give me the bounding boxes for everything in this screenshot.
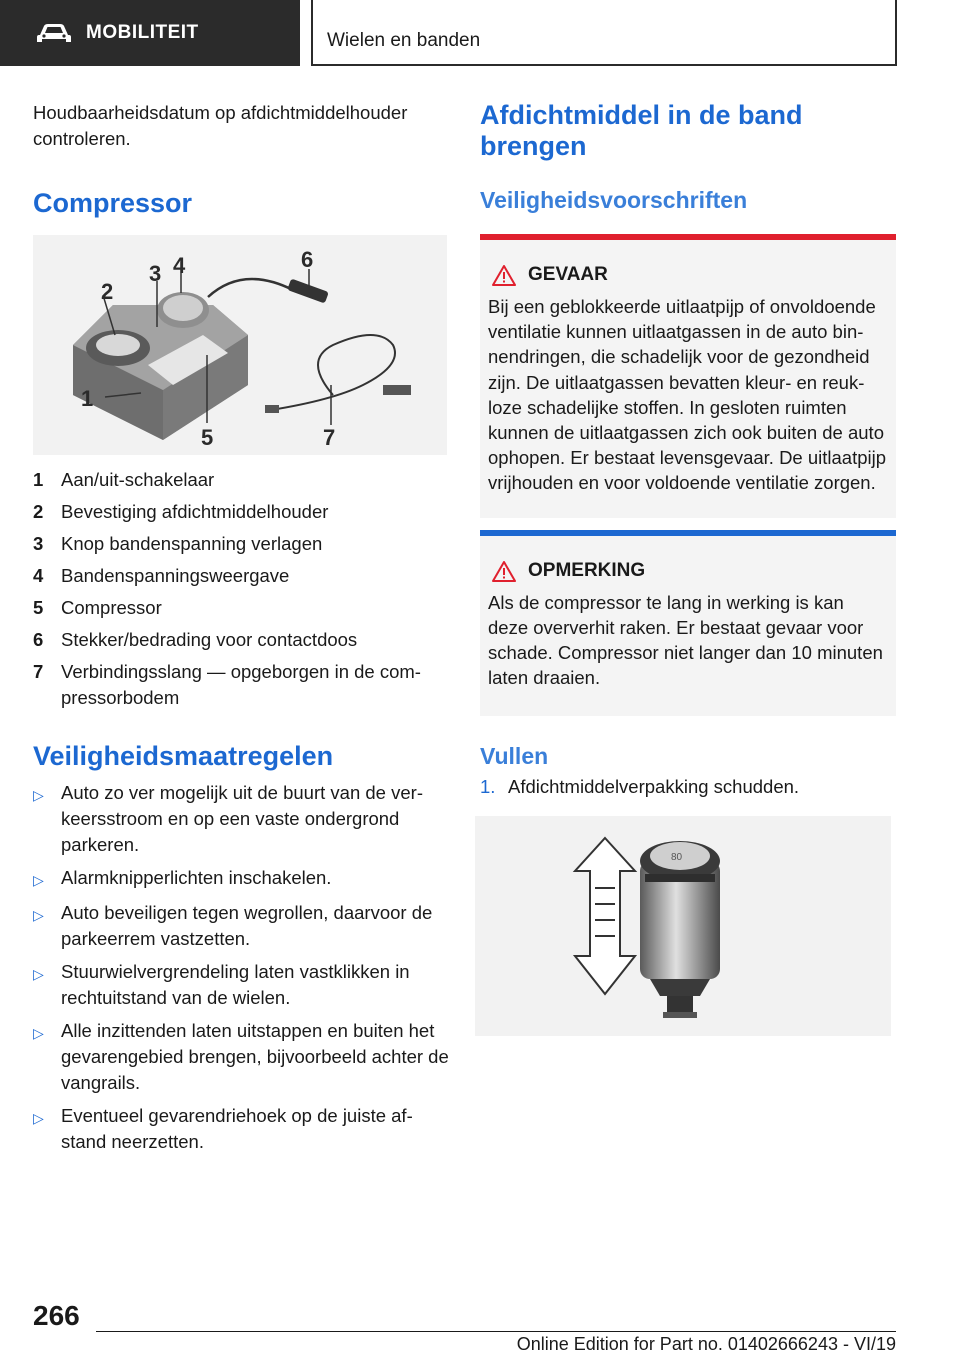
list-item: ▷ Alarmknipperlichten inschakelen. (33, 865, 449, 893)
danger-box (480, 234, 896, 518)
danger-title: GEVAAR (528, 264, 608, 285)
list-item: 1. Afdichtmiddelverpakking schudden. (480, 776, 800, 798)
list-item: 5 Compressor (33, 597, 162, 618)
list-item: 3 Knop bandenspanning verlagen (33, 533, 323, 554)
shake-illustration (475, 816, 891, 1036)
footer-rule (96, 1331, 896, 1332)
figure-label-1: 1 (81, 386, 94, 411)
triangle-bullet-icon: ▷ (33, 872, 44, 888)
list-item: 7 Verbindingsslang — opgeborgen in de compressorbodem (33, 661, 421, 708)
triangle-bullet-icon: ▷ (33, 907, 44, 923)
notice-title: OPMERKING (528, 559, 646, 581)
warning-icon (492, 264, 516, 286)
can-label: 80 (671, 852, 683, 864)
triangle-bullet-icon: ▷ (33, 966, 44, 982)
triangle-bullet-icon: ▷ (33, 787, 44, 803)
list-item: ▷ Auto beveiligen tegen wegrollen, daarvoor de parkeerrem vastzetten. (33, 900, 449, 952)
triangle-bullet-icon: ▷ (33, 1025, 44, 1041)
figure-label-5: 5 (201, 425, 214, 450)
compressor-heading: Compressor (33, 188, 193, 218)
car-icon (36, 21, 72, 45)
notice-box (480, 530, 896, 717)
safety-list (33, 780, 449, 1155)
notice-text: Als de compressor te lang in werking is kan deze oververhit raken. Er bestaat gevaar voor schade. Compressor niet langer dan 10 minuten laten draaien. (488, 591, 883, 689)
fill-heading: Vullen (480, 743, 549, 770)
shake-figure (475, 816, 891, 1036)
list-item: 1 Aan/uit-schakelaar (33, 469, 215, 490)
list-item: 4 Bandenspanningsweergave (33, 565, 290, 586)
figure-label-2: 2 (101, 279, 114, 304)
safety-heading: Veiligheidsmaatregelen (33, 741, 334, 771)
figure-label-6: 6 (301, 247, 314, 272)
page-number: 266 (33, 1300, 80, 1331)
safety-rules-heading: Veiligheidsvoorschriften (480, 187, 748, 213)
chapter-header (311, 0, 897, 66)
warning-icon (492, 560, 516, 582)
sealant-heading: Afdichtmiddel in de band brengen (480, 100, 803, 161)
edition-text: Online Edition for Part no. 01402666243 - VI/19 (516, 1334, 896, 1354)
figure-label-7: 7 (323, 425, 336, 450)
right-column (480, 100, 896, 1036)
list-item: 2 Bevestiging afdichtmiddelhouder (33, 501, 329, 522)
left-column (33, 100, 449, 1162)
compressor-legend (33, 467, 449, 711)
intro-text: Houdbaarheidsdatum op afdichtmiddelhouder controleren. (33, 102, 408, 149)
fill-steps (480, 774, 896, 800)
triangle-bullet-icon: ▷ (33, 1110, 44, 1126)
section-tab (0, 0, 300, 66)
figure-label-3: 3 (149, 261, 162, 286)
compressor-illustration (33, 235, 447, 455)
list-item: ▷ Stuurwielvergrendeling laten vastklikken in rechtuitstand van de wielen. (33, 959, 449, 1011)
list-item: ▷ Eventueel gevarendriehoek op de juiste afstand neerzetten. (33, 1103, 449, 1155)
list-item: ▷ Alle inzittenden laten uitstappen en buiten het gevarengebied brengen, bijvoorbeeld achter de vangrails. (33, 1018, 449, 1096)
section-title: MOBILITEIT (86, 22, 199, 43)
list-item: 6 Stekker/bedrading voor contactdoos (33, 629, 358, 650)
danger-text: Bij een geblokkeerde uitlaatpijp of onvoldoende ventilatie kunnen uitlaatgassen in de auto binnendringen, die schadelijk voor de gezondheid zijn. De uitlaatgassen bevatten kleur- en reukloze schadelijke stoffen. In gesloten ruimten kunnen de uitlaatgassen zich ook buiten de auto ophopen. Er bestaat levensgevaar. De uitlaatpijp vrijhouden en voor voldoende ventilatie zorgen. (488, 296, 887, 494)
figure-label-4: 4 (173, 253, 186, 278)
list-item: ▷ Auto zo ver mogelijk uit de buurt van de verkeersstroom en op een vaste ondergrond parkeren. (33, 780, 449, 858)
chapter-title: Wielen en banden (327, 30, 481, 51)
compressor-figure (33, 235, 447, 455)
